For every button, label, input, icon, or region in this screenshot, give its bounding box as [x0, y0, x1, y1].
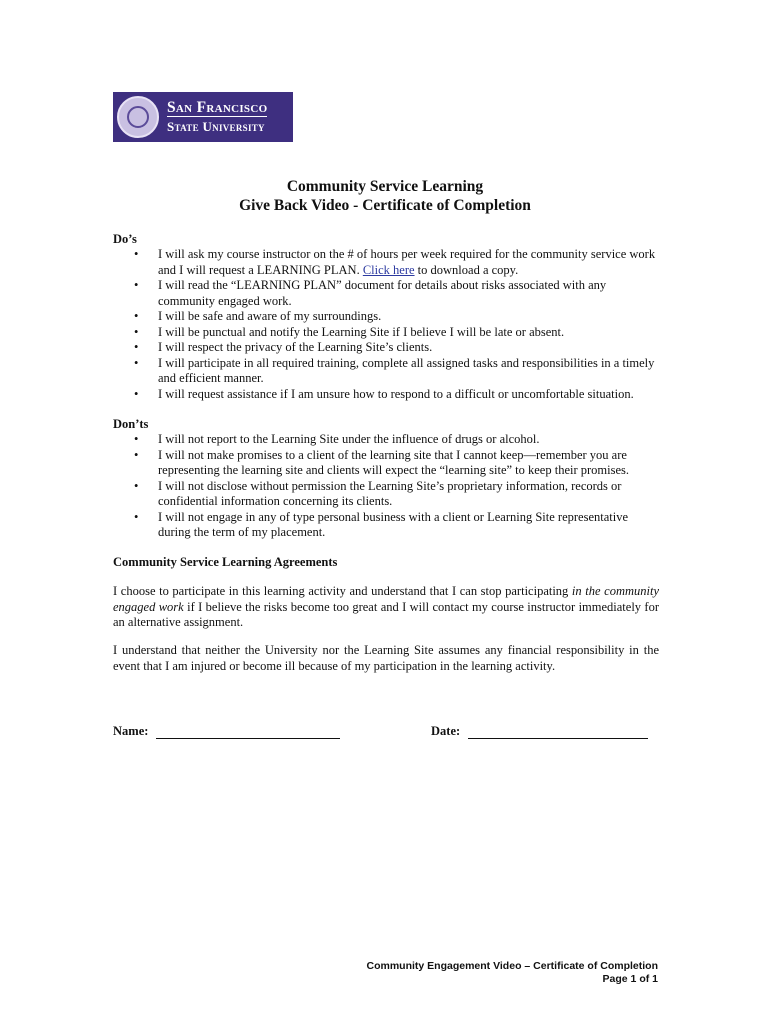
- bullet-icon: •: [134, 309, 139, 323]
- list-item-text: I will not make promises to a client of the learning site that I cannot keep—remember you are representing the learning site and clients will expect the “learning site” to keep their promises.: [158, 447, 630, 477]
- footer-page-number: Page 1 of 1: [602, 973, 658, 985]
- bullet-icon: •: [134, 247, 139, 261]
- list-item: [113, 340, 661, 356]
- list-item-text: I will not engage in any of type personal business with a client or Learning Site representative during the term of my placement.: [158, 509, 629, 539]
- list-item: [113, 325, 661, 341]
- click-here-link[interactable]: Click here: [362, 262, 415, 277]
- date-field: [431, 724, 648, 739]
- list-item-text: I will be safe and aware of my surroundings.: [158, 309, 382, 323]
- list-item-text: I will request assistance if I am unsure how to respond to a difficult or uncomfortable situation.: [158, 386, 634, 401]
- logo-line-1: San Francisco: [167, 99, 268, 116]
- document-subtitle: Give Back Video - Certificate of Completion: [239, 197, 531, 214]
- paragraph-text: I choose to participate in this learning activity and understand that I can stop participating: [113, 584, 572, 598]
- dos-list: [113, 247, 661, 402]
- bullet-icon: •: [134, 478, 139, 493]
- list-item: [113, 356, 661, 387]
- list-item: [113, 247, 661, 278]
- dos-heading: Do’s: [113, 232, 137, 246]
- agreement-paragraph-2: I understand that neither the University nor the Learning Site assumes any financial responsibility in the event that I am injured or become ill because of my participation in the learning activity.: [113, 643, 659, 673]
- donts-heading: Don’ts: [113, 417, 149, 431]
- paragraph-text: if I believe the risks become too great and I will contact my course instructor immediately for an alternative assignment.: [113, 599, 659, 629]
- document-title: Community Service Learning: [286, 178, 484, 195]
- bullet-icon: •: [134, 278, 139, 292]
- list-item-text: I will respect the privacy of the Learning Site’s clients.: [158, 340, 433, 354]
- bullet-icon: •: [134, 447, 139, 462]
- donts-list: [113, 432, 661, 541]
- bullet-icon: •: [134, 509, 139, 524]
- list-item-text: I will not report to the Learning Site under the influence of drugs or alcohol.: [158, 432, 540, 446]
- date-label: Date:: [431, 724, 461, 738]
- list-item: [113, 448, 661, 479]
- list-item: [113, 510, 661, 541]
- list-item: [113, 309, 661, 325]
- bullet-icon: •: [134, 324, 139, 339]
- footer-title: Community Engagement Video – Certificate of Completion: [366, 960, 658, 972]
- list-item: [113, 278, 661, 309]
- bullet-icon: •: [134, 355, 139, 370]
- agreements-heading: Community Service Learning Agreements: [113, 555, 338, 569]
- name-label: Name:: [113, 724, 149, 738]
- list-item-text: I will read the “LEARNING PLAN” document for details about risks associated with any community engaged work.: [158, 278, 607, 308]
- paragraph-italic-text: in the community engaged work: [113, 584, 659, 614]
- list-item: [113, 432, 661, 448]
- name-field: [113, 724, 340, 739]
- list-item-text: I will not disclose without permission the Learning Site’s proprietary information, records or confidential information concerning its clients.: [158, 478, 622, 508]
- university-seal-icon: [117, 96, 159, 138]
- bullet-icon: •: [134, 340, 139, 354]
- list-item-text: I will ask my course instructor on the # of hours per week required for the community service work and I will request a LEARNING PLAN.: [158, 247, 656, 277]
- logo-line-2: State University: [167, 116, 267, 135]
- name-signature-line[interactable]: [156, 725, 340, 739]
- list-item-text: to download a copy.: [414, 262, 519, 277]
- list-item-text: I will be punctual and notify the Learning Site if I believe I will be late or absent.: [158, 324, 565, 339]
- date-signature-line[interactable]: [468, 725, 648, 739]
- list-item-text: I will participate in all required training, complete all assigned tasks and responsibilities in a timely and efficient manner.: [158, 355, 655, 385]
- agreement-paragraph-1: [113, 584, 659, 631]
- logo-wordmark: [167, 99, 267, 135]
- list-item: [113, 479, 661, 510]
- sfsu-logo: [113, 92, 293, 142]
- bullet-icon: •: [134, 432, 139, 446]
- list-item: [113, 387, 661, 403]
- bullet-icon: •: [134, 386, 139, 401]
